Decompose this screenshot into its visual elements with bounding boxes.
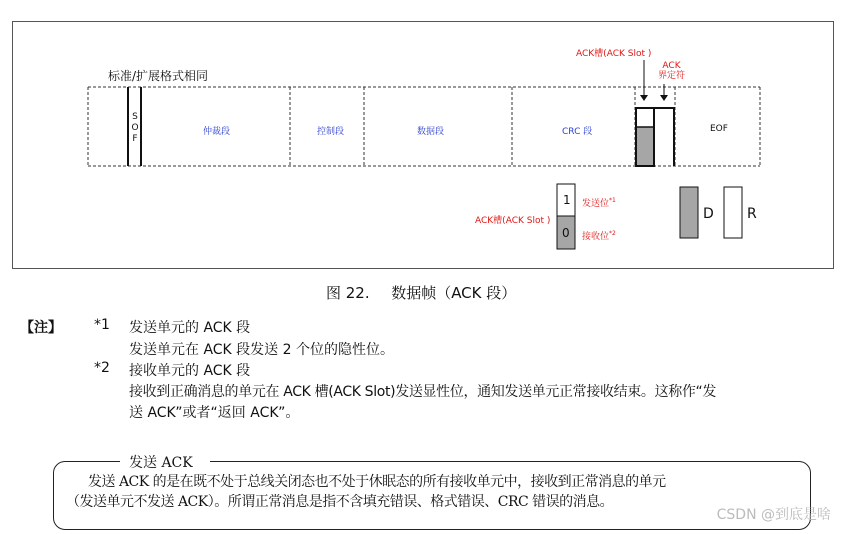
recv-bit-label [582, 229, 616, 242]
legend-dominant-box [680, 187, 698, 238]
legend-recessive-label: R [747, 206, 757, 222]
detail-slot-label: ACK槽(ACK Slot ) [475, 216, 551, 226]
sof-letter-o: O [131, 123, 139, 133]
recv-bit-sup: *2 [609, 230, 616, 237]
note-2-num: *2 [94, 360, 110, 376]
legend-dominant-label: D [703, 206, 714, 222]
sof-label [131, 112, 139, 145]
segment-crc: CRC 段 [562, 127, 593, 137]
segment-data: 数据段 [417, 127, 445, 137]
segment-control: 控制段 [317, 127, 345, 137]
segment-eof: EOF [710, 124, 728, 134]
ack-delim-arrow-head [660, 95, 668, 101]
send-bit-label [582, 196, 616, 209]
frame-title: 标准/扩展格式相同 [108, 69, 209, 83]
segment-arbitration: 仲裁段 [203, 127, 231, 137]
note-1-num: *1 [94, 317, 110, 333]
recv-bit-text: 接收位 [582, 232, 610, 242]
callout-line-1: 发送 ACK 的是在既不处于总线关闭态也不处于休眠态的所有接收单元中，接收到正常消息的单元 [88, 474, 666, 490]
legend-recessive-box [724, 187, 742, 238]
watermark: CSDN @到底是啥 [716, 507, 831, 523]
note-2-title: 接收单元的 ACK 段 [129, 363, 251, 379]
sof-letter-f: F [132, 134, 138, 144]
note-marker: 【注】 [20, 320, 62, 336]
send-bit-sup: *1 [609, 197, 616, 204]
ack-delimiter-label-line2: 界定符 [658, 71, 686, 81]
ack-delimiter-label-line1: ACK [662, 61, 681, 71]
note-1-body: 发送单元在 ACK 段发送 2 个位的隐性位。 [129, 342, 394, 358]
callout-line-2: （发送单元不发送 ACK）。所谓正常消息是指不含填充错误、格式错误、CRC 错误的消息。 [66, 494, 614, 510]
sof-letter-s: S [132, 112, 138, 122]
send-bit-text: 发送位 [582, 199, 610, 209]
caption-number: 图 22. [326, 284, 370, 302]
figure-caption [326, 282, 516, 303]
caption-text: 数据帧（ACK 段） [391, 284, 517, 302]
callout-title: 发送 ACK [129, 455, 193, 471]
note-2-body-line1: 接收到正确消息的单元在 ACK 槽(ACK Slot)发送显性位，通知发送单元正常接收结束。这称作“发 [129, 384, 717, 400]
ack-slot-label: ACK槽(ACK Slot ) [576, 49, 652, 59]
ack-slot-dominant-fill [637, 127, 653, 165]
detail-bit1-value: 1 [563, 193, 571, 207]
ack-delimiter-label [658, 61, 685, 81]
note-1-title: 发送单元的 ACK 段 [129, 320, 251, 336]
ack-slot-arrow-head [640, 95, 648, 101]
note-2-body-line2: 送 ACK”或者“返回 ACK”。 [129, 405, 300, 421]
detail-bit0-value: 0 [562, 226, 570, 240]
